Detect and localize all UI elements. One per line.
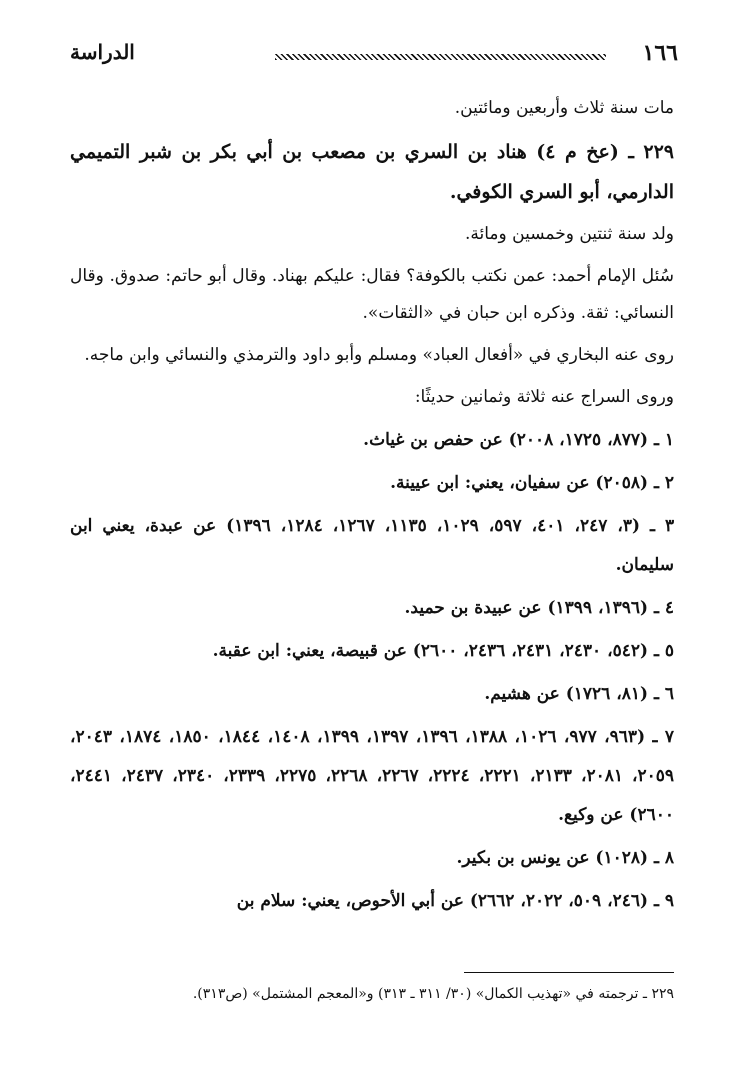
paragraph-evaluations: سُئل الإمام أحمد: عمن نكتب بالكوفة؟ فقال: عليكم بهناد. وقال أبو حاتم: صدوق. وقال النسائي: ثقة. وذكره ابن حبان في «الثقات». bbox=[70, 266, 674, 323]
list-item: ٨ ـ (١٠٢٨) عن يونس بن بكير. bbox=[456, 848, 674, 868]
list-item: ٢ ـ (٢٠٥٨) عن سفيان، يعني: ابن عيينة. bbox=[390, 473, 674, 493]
header-hatched-rule bbox=[275, 54, 606, 60]
list-item: ٧ ـ (٩٦٣، ٩٧٧، ١٠٢٦، ١٣٨٨، ١٣٩٦، ١٣٩٧، ١٣٩٩، ١٤٠٨، ١٨٤٤، ١٨٥٠، ١٨٧٤، ٢٠٤٣، ٢٠٥٩، ٢٠٨١، ٢١٣٣، ٢٢٢١، ٢٢٢٤، ٢٢٦٧، ٢٢٦٨، ٢٢٧٥، ٢٣٣٩، ٢٣٤٠، ٢٤٣٧، ٢٤٤١، ٢٦٠٠) عن وكيع. bbox=[70, 727, 675, 825]
footnote-area bbox=[70, 972, 674, 1023]
hadith-list bbox=[70, 421, 674, 921]
footnote-separator bbox=[464, 972, 674, 973]
main-text bbox=[70, 90, 674, 925]
page-header bbox=[70, 38, 678, 72]
footnote: ٢٢٩ ـ ترجمته في «تهذيب الكمال» (٣٠/ ٣١١ ـ ٣١٣) و«المعجم المشتمل» (ص٣١٣). bbox=[192, 986, 674, 1002]
list-item: ٥ ـ (٥٤٢، ٢٤٣٠، ٢٤٣١، ٢٤٣٦، ٢٦٠٠) عن قبيصة، يعني: ابن عقبة. bbox=[212, 641, 674, 661]
paragraph-birth-year: ولد سنة ثنتين وخمسين ومائة. bbox=[464, 224, 674, 244]
list-item: ٦ ـ (٨١، ١٧٢٦) عن هشيم. bbox=[484, 684, 674, 704]
paragraph-siraj-intro: وروى السراج عنه ثلاثة وثمانين حديثًا: bbox=[414, 387, 674, 407]
list-item: ١ ـ (٨٧٧، ١٧٢٥، ٢٠٠٨) عن حفص بن غياث. bbox=[363, 430, 674, 450]
list-item: ٩ ـ (٢٤٦، ٥٠٩، ٢٠٢٢، ٢٦٦٢) عن أبي الأحوص، يعني: سلام بن bbox=[236, 891, 674, 911]
paragraph-narrators: روى عنه البخاري في «أفعال العباد» ومسلم وأبو داود والترمذي والنسائي وابن ماجه. bbox=[84, 345, 674, 365]
biography-entry-heading: ٢٢٩ ـ (عخ م ٤) هناد بن السري بن مصعب بن أبي بكر بن شبر التميمي الدارمي، أبو السري الكوفي. bbox=[70, 141, 674, 203]
running-section-title: الدراسة bbox=[70, 40, 135, 64]
page-number: ١٦٦ bbox=[642, 40, 678, 66]
paragraph-death-year: مات سنة ثلاث وأربعين ومائتين. bbox=[454, 98, 674, 118]
list-item: ٣ ـ (٣، ٢٤٧، ٤٠١، ٥٩٧، ١٠٢٩، ١١٣٥، ١٢٦٧، ١٢٨٤، ١٣٩٦) عن عبدة، يعني ابن سليمان. bbox=[70, 516, 675, 575]
list-item: ٤ ـ (١٣٩٦، ١٣٩٩) عن عبيدة بن حميد. bbox=[404, 598, 674, 618]
